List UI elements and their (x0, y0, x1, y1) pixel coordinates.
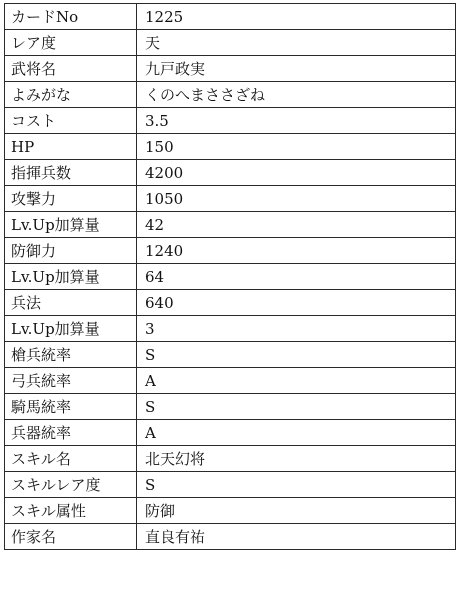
row-value: S (137, 342, 456, 368)
table-row (5, 264, 456, 290)
row-label: 槍兵統率 (5, 342, 137, 368)
row-label: Lv.Up加算量 (5, 316, 137, 342)
table-row (5, 108, 456, 134)
row-label: Lv.Up加算量 (5, 264, 137, 290)
row-value: 九戸政実 (137, 56, 456, 82)
table-row (5, 186, 456, 212)
row-label: 兵器統率 (5, 420, 137, 446)
table-row (5, 342, 456, 368)
table-row (5, 290, 456, 316)
row-value: S (137, 394, 456, 420)
table-row (5, 368, 456, 394)
table-row (5, 134, 456, 160)
table-row (5, 160, 456, 186)
row-label: スキル名 (5, 446, 137, 472)
table-row (5, 420, 456, 446)
row-value: A (137, 368, 456, 394)
row-label: Lv.Up加算量 (5, 212, 137, 238)
table-row (5, 82, 456, 108)
row-label: 武将名 (5, 56, 137, 82)
row-value: 4200 (137, 160, 456, 186)
row-label: スキルレア度 (5, 472, 137, 498)
row-label: コスト (5, 108, 137, 134)
table-row (5, 446, 456, 472)
row-label: 弓兵統率 (5, 368, 137, 394)
table-row (5, 212, 456, 238)
row-label: 作家名 (5, 524, 137, 550)
table-row (5, 524, 456, 550)
row-value: 640 (137, 290, 456, 316)
table-row (5, 472, 456, 498)
row-label: 防御力 (5, 238, 137, 264)
row-value: A (137, 420, 456, 446)
row-value: 直良有祐 (137, 524, 456, 550)
row-value: S (137, 472, 456, 498)
row-label: レア度 (5, 30, 137, 56)
row-value: くのへまささざね (137, 82, 456, 108)
row-label: カードNo (5, 4, 137, 30)
row-value: 1050 (137, 186, 456, 212)
row-value: 天 (137, 30, 456, 56)
table-row (5, 30, 456, 56)
table-row (5, 394, 456, 420)
table-row (5, 56, 456, 82)
row-value: 64 (137, 264, 456, 290)
row-label: 兵法 (5, 290, 137, 316)
row-label: よみがな (5, 82, 137, 108)
row-label: 騎馬統率 (5, 394, 137, 420)
card-info-table (4, 3, 456, 550)
row-value: 1225 (137, 4, 456, 30)
row-label: 攻撃力 (5, 186, 137, 212)
row-value: 3.5 (137, 108, 456, 134)
table-row (5, 498, 456, 524)
row-label: スキル属性 (5, 498, 137, 524)
row-value: 北天幻将 (137, 446, 456, 472)
row-value: 防御 (137, 498, 456, 524)
row-value: 42 (137, 212, 456, 238)
table-row (5, 316, 456, 342)
row-label: 指揮兵数 (5, 160, 137, 186)
table-row (5, 238, 456, 264)
row-value: 3 (137, 316, 456, 342)
row-label: HP (5, 134, 137, 160)
table-row (5, 4, 456, 30)
row-value: 1240 (137, 238, 456, 264)
row-value: 150 (137, 134, 456, 160)
